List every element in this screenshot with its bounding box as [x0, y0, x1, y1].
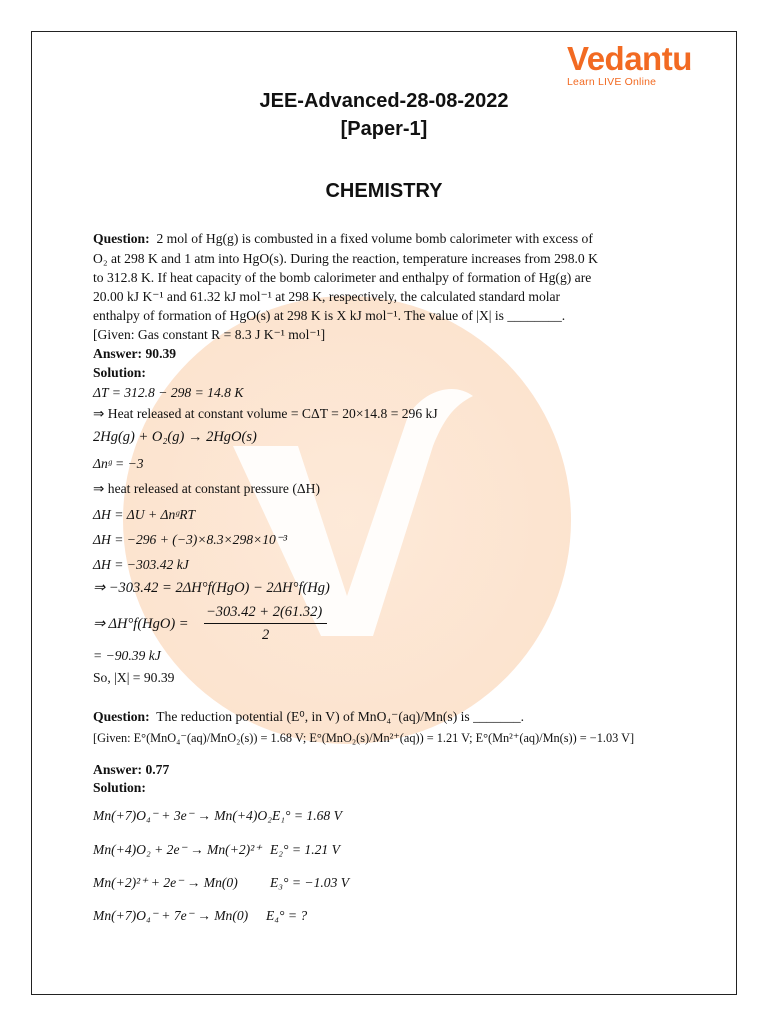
q1-answer: Answer: 90.39 — [93, 346, 177, 361]
q2-reaction-4: Mn(+7)O₄⁻ + 7e⁻ → Mn(0) — [93, 908, 249, 923]
logo-tagline: Learn LIVE Online — [567, 76, 657, 88]
q2-answer: Answer: 0.77 — [93, 762, 170, 777]
q1-line-4: 20.00 kJ K⁻¹ and 61.32 kJ mol⁻¹ at 298 K, respectively, the calculated standard molar — [93, 289, 561, 304]
q2-solution-label: Solution: — [93, 780, 146, 795]
q2-line-1 — [93, 707, 524, 727]
q2-reaction-2: Mn(+4)O₂ + 2e⁻ → Mn(+2)²⁺ — [93, 842, 262, 857]
q1-line-2: O₂ at 298 K and 1 atm into HgO(s). During the reaction, temperature increases from 298.0 K — [93, 251, 598, 266]
q1-step-8: ΔH = −303.42 kJ — [93, 557, 189, 572]
q1-fraction-denominator: 2 — [262, 627, 270, 643]
q1-step-6: ΔH = ΔU + ΔnᵍRT — [93, 507, 196, 522]
q1-step-7: ΔH = −296 + (−3)×8.3×298×10⁻³ — [93, 532, 288, 547]
q2-text: The reduction potential (E⁰, in V) of MnO₄⁻(aq)/Mn(s) is _______. — [156, 709, 525, 724]
q2-potential-1: E₁° = 1.68 V — [272, 808, 342, 823]
q1-fraction-bar — [204, 623, 327, 624]
q1-step-3: 2Hg(g) + O₂(g) → 2HgO(s) — [93, 429, 257, 445]
q1-line-3: to 312.8 K. If heat capacity of the bomb calorimeter and enthalpy of formation of Hg(g) are — [93, 270, 592, 285]
q1-step-4: Δnᵍ = −3 — [93, 456, 144, 471]
q1-step-1: ΔT = 312.8 − 298 = 14.8 K — [93, 385, 244, 400]
logo-word: Vedantu — [567, 40, 692, 77]
q1-step-5: ⇒ heat released at constant pressure (ΔH) — [93, 481, 320, 496]
q1-step-2: ⇒ Heat released at constant volume = CΔT = 20×14.8 = 296 kJ — [93, 406, 438, 421]
q2-reaction-3: Mn(+2)²⁺ + 2e⁻ → Mn(0) — [93, 875, 238, 890]
q2-given: [Given: E°(MnO₄⁻(aq)/MnO₂(s)) = 1.68 V; E°(MnO₂(s)/Mn²⁺(aq)) = 1.21 V; E°(Mn²⁺(aq)/Mn(s)) = −1.03 V] — [93, 731, 635, 745]
q1-step-12: = −90.39 kJ — [93, 648, 161, 663]
subject-title: CHEMISTRY — [325, 180, 443, 202]
q1-solution-label: Solution: — [93, 365, 146, 380]
q1-conclusion: So, |X| = 90.39 — [93, 670, 175, 685]
q1-label: Question: — [93, 231, 150, 246]
q2-reaction-1: Mn(+7)O₄⁻ + 3e⁻ → Mn(+4)O₂ — [93, 808, 272, 823]
q1-text-1: 2 mol of Hg(g) is combusted in a fixed volume bomb calorimeter with excess of — [156, 231, 593, 246]
q1-step-9: ⇒ −303.42 = 2ΔH°f(HgO) − 2ΔH°f(Hg) — [93, 580, 330, 596]
q1-line-5: enthalpy of formation of HgO(s) at 298 K is X kJ mol⁻¹. The value of |X| is ________. — [93, 308, 566, 323]
q1-given: [Given: Gas constant R = 8.3 J K⁻¹ mol⁻¹] — [93, 327, 326, 342]
q2-label: Question: — [93, 709, 150, 724]
q2-potential-2: E₂° = 1.21 V — [270, 842, 340, 857]
exam-title: JEE-Advanced-28-08-2022 — [259, 90, 509, 112]
paper-title: [Paper-1] — [340, 118, 428, 140]
q2-potential-3: E₃° = −1.03 V — [270, 875, 350, 890]
q2-potential-4: E₄° = ? — [266, 908, 308, 923]
vedantu-logo — [567, 42, 697, 88]
q1-fraction-numerator: −303.42 + 2(61.32) — [206, 604, 323, 620]
q1-step-10: ⇒ ΔH°f(HgO) = — [93, 616, 189, 632]
q1-line-1 — [93, 229, 593, 249]
